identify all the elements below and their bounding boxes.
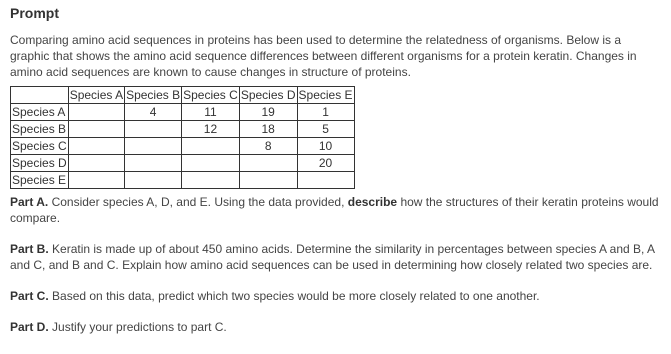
table-cell: 19 [239, 104, 297, 121]
prompt-title: Prompt [10, 5, 59, 21]
table-cell [68, 155, 124, 172]
prompt-intro: Comparing amino acid sequences in proteins has been used to determine the relatedness of organisms. Below is a graphic that shows the amino acid sequence differences between different organisms for a protein keratin. Changes in amino acid sequences are known to cause changes in structure of proteins. [10, 33, 637, 79]
part-b-question [10, 241, 661, 273]
table-header-row [11, 87, 355, 104]
table-row [11, 138, 355, 155]
table-cell [125, 121, 182, 138]
column-header-species-b: Species B [126, 87, 181, 102]
column-header-species-a: Species A [69, 87, 124, 102]
row-header-species-a: Species A [11, 104, 69, 121]
part-c-label: Part C. [10, 289, 49, 303]
table-cell [125, 138, 182, 155]
table-cell: 20 [297, 155, 354, 172]
table-cell [182, 138, 240, 155]
part-a-text-after: how the structures of their keratin proteins would compare. [10, 195, 659, 225]
table-cell: 12 [182, 121, 240, 138]
part-b-label: Part B. [10, 242, 49, 256]
table-cell [68, 104, 124, 121]
row-header-species-c: Species C [12, 138, 67, 153]
table-cell: 4 [125, 104, 182, 121]
part-d-text: Justify your predictions to part C. [48, 320, 227, 334]
part-a-question [10, 194, 661, 226]
part-a-text-before: Consider species A, D, and E. Using the data provided, [48, 195, 348, 209]
table-cell [68, 121, 124, 138]
table-row [11, 121, 355, 138]
row-header-species-e: Species E [11, 172, 69, 189]
table-row [11, 172, 355, 189]
table-row [11, 155, 355, 172]
table-cell [68, 172, 124, 189]
table-cell [239, 172, 297, 189]
column-header-species-e: Species E [298, 87, 353, 102]
table-cell: 5 [297, 121, 354, 138]
part-d-label: Part D. [10, 320, 49, 334]
table-cell [239, 155, 297, 172]
table-cell: 11 [182, 104, 240, 121]
table-cell [125, 172, 182, 189]
part-c-question [10, 288, 661, 304]
part-a-emphasis: describe [347, 195, 398, 209]
table-cell: 1 [297, 104, 354, 121]
table-row [11, 104, 355, 121]
table-corner-cell [11, 87, 69, 104]
table-cell [182, 155, 240, 172]
table-cell: 8 [239, 138, 297, 155]
column-header-species-c: Species C [183, 87, 238, 102]
table-cell [182, 172, 240, 189]
table-cell: 18 [239, 121, 297, 138]
part-a-label: Part A. [10, 195, 49, 209]
row-header-species-b: Species B [11, 121, 69, 138]
table-cell [125, 155, 182, 172]
part-d-question [10, 319, 661, 335]
column-header-species-d: Species D [240, 87, 296, 102]
table-cell: 10 [297, 138, 354, 155]
part-b-text: Keratin is made up of about 450 amino acids. Determine the similarity in percentages between species A and B, A and C, and B and C. Explain how amino acid sequences can be used in determining how closely related two species are. [10, 242, 655, 272]
row-header-species-d: Species D [12, 155, 67, 170]
part-c-text: Based on this data, predict which two species would be more closely related to one another. [48, 289, 540, 303]
table-cell [68, 138, 124, 155]
table-cell [297, 172, 354, 189]
amino-acid-differences-table [10, 86, 355, 189]
